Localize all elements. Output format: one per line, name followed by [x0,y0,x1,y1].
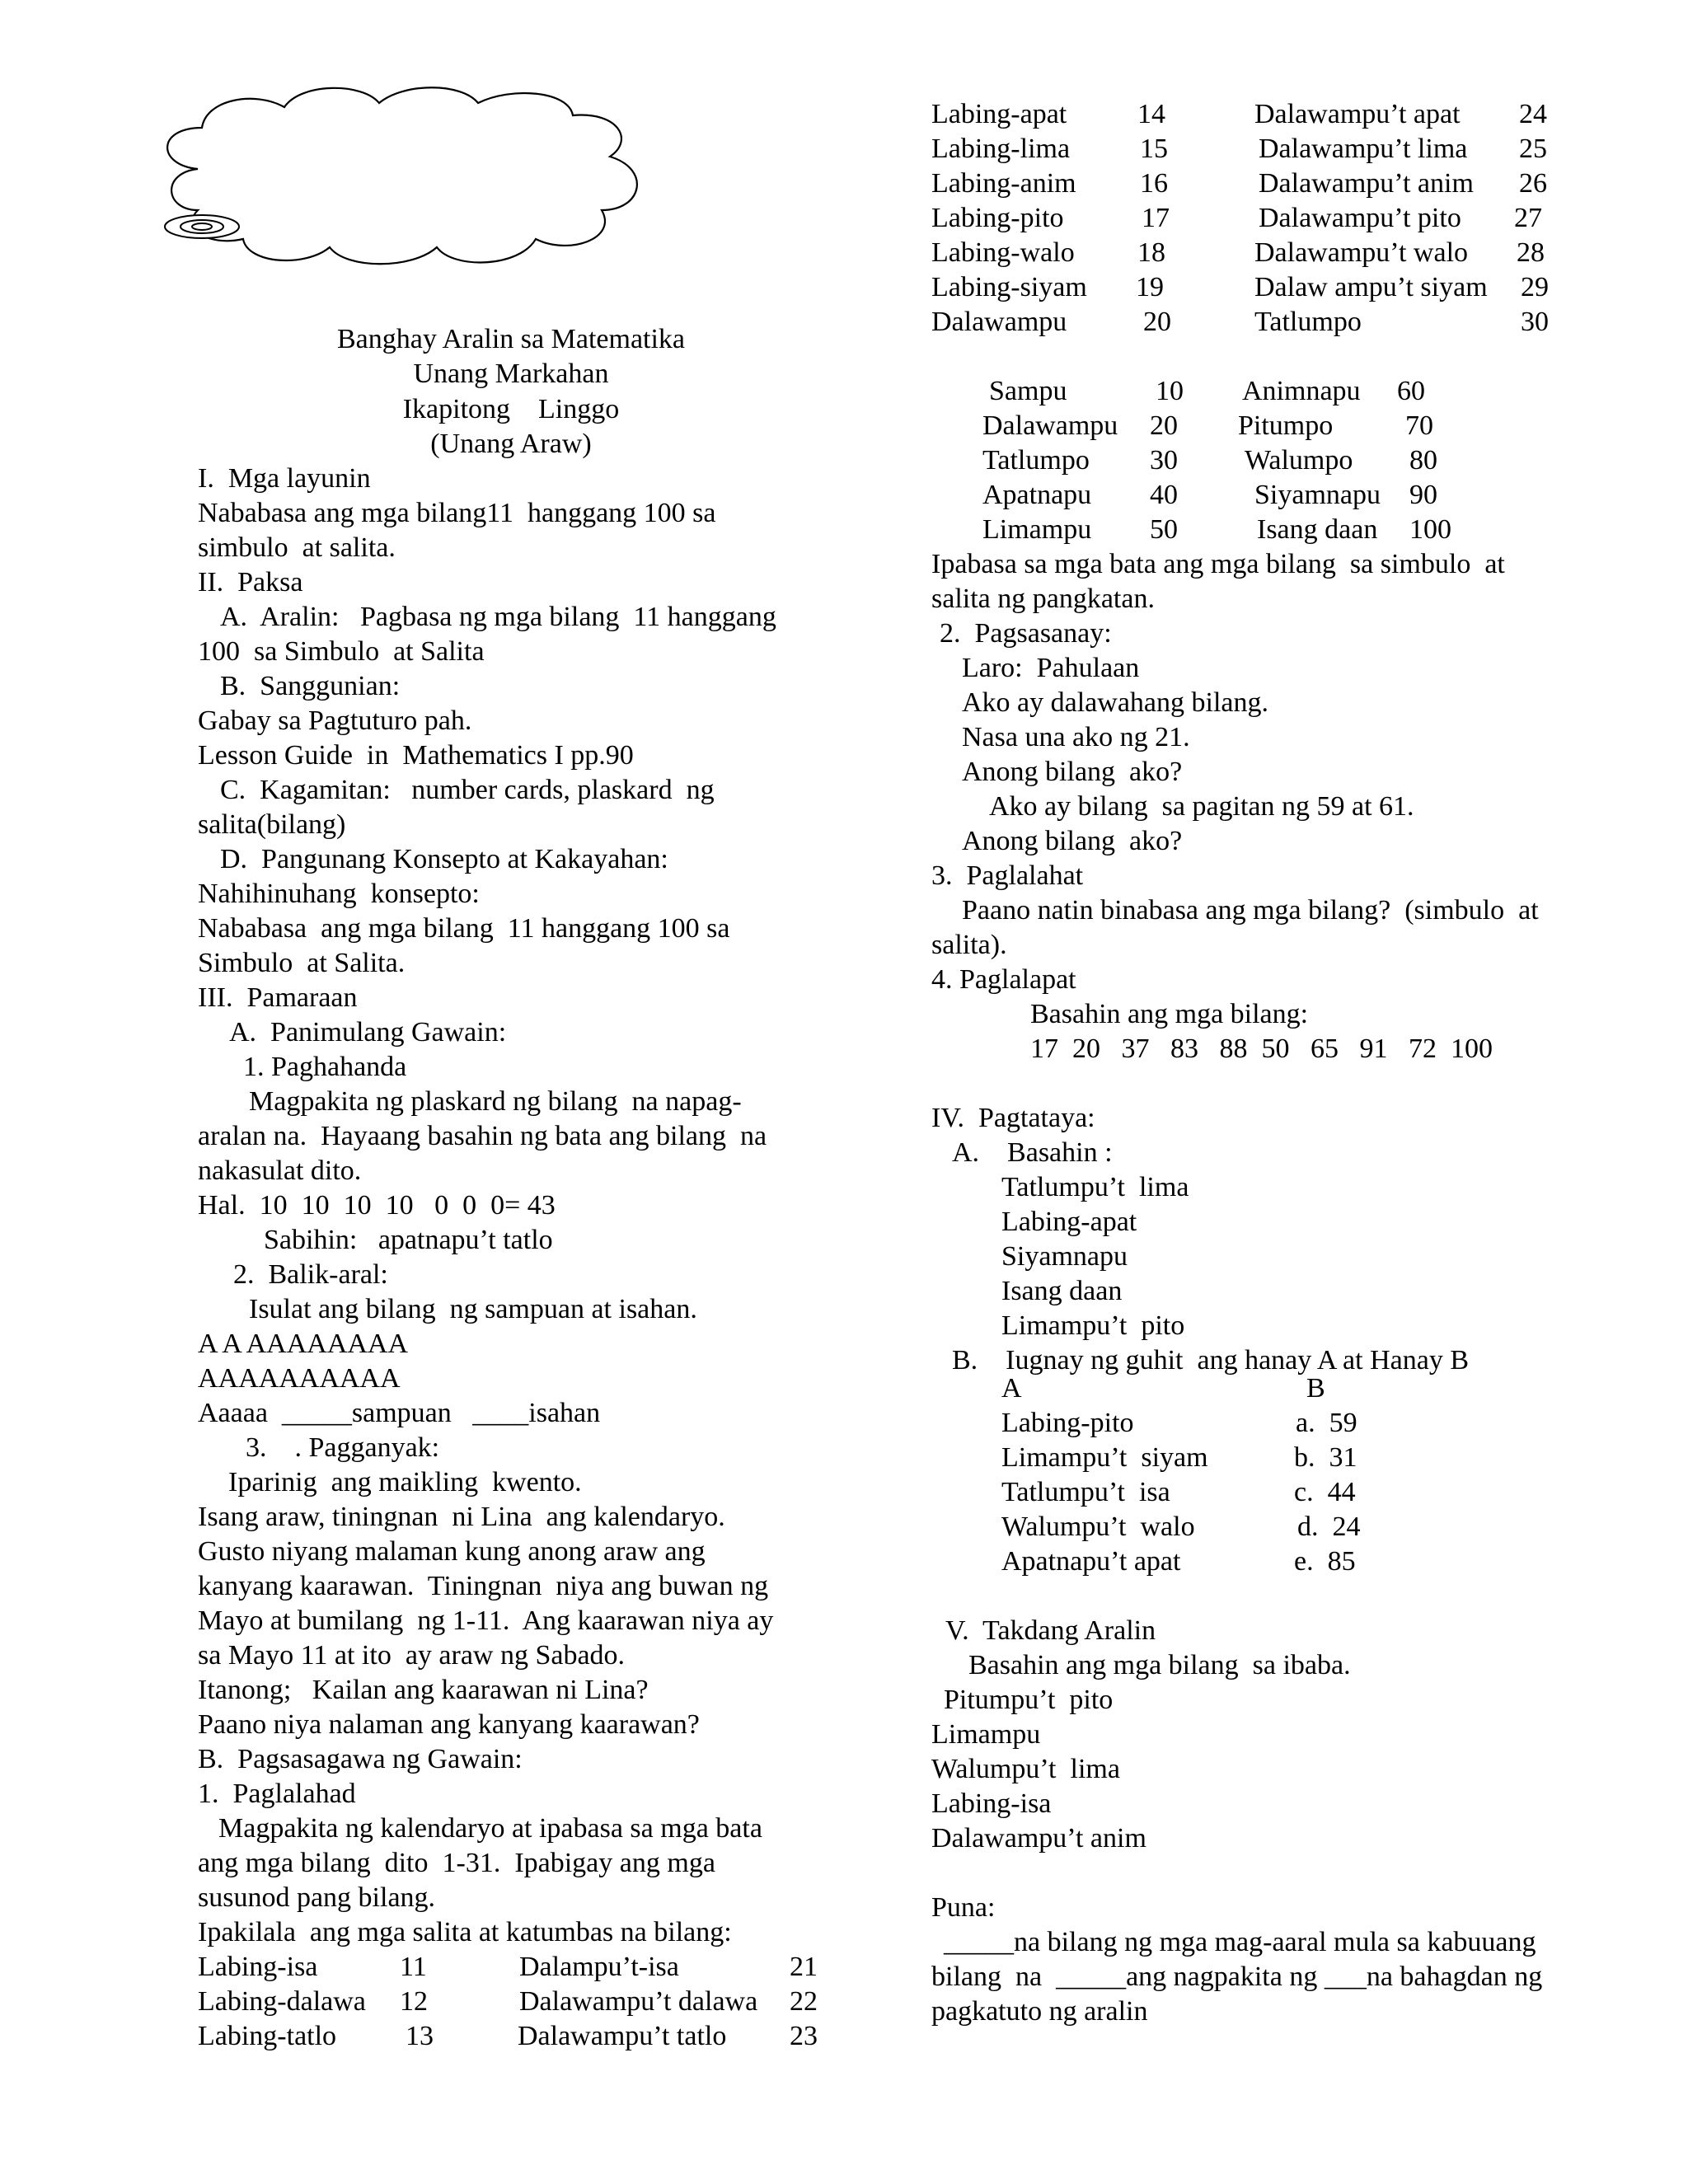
text-line: Hal. 10 10 10 10 0 0 0= 43 [198,1190,556,1221]
text-line: Paano natin binabasa ang mga bilang? (simbulo at [962,895,1539,926]
section-evaluation: IV. Pagtataya: [931,1103,1095,1133]
table-cell-number: 19 [1136,272,1164,302]
table-cell-number: 22 [790,1986,818,2017]
table-cell-number: 50 [1150,514,1178,545]
text-line: Magpakita ng plaskard ng bilang na napag- [249,1086,742,1117]
table-cell-number: 10 [1156,376,1184,406]
text-line: Sabihin: apatnapu’t tatlo [264,1225,553,1255]
table-cell-word: Labing-anim [931,168,1076,199]
text-line: 2. Balik-aral: [233,1259,388,1290]
column-header-a: A [1001,1373,1022,1404]
text-line: Iparinig ang maikling kwento. [228,1467,582,1497]
table-cell-word: Dalawampu [982,410,1118,441]
text-line: nakasulat dito. [198,1155,362,1186]
page-title: Banghay Aralin sa Matematika [336,324,686,354]
text-line: Ipabasa sa mga bata ang mga bilang sa simbulo at [931,549,1505,579]
text-line: Isang daan [1001,1276,1123,1306]
table-cell-word: Dalampu’t-isa [519,1952,679,1982]
text-line: 3. Paglalahat [931,860,1084,891]
day-label: (Unang Araw) [430,429,592,459]
text-line: kanyang kaarawan. Tiningnan niya ang buwan ng [198,1571,769,1601]
text-line: Dalawampu’t anim [931,1823,1146,1854]
table-cell-number: 25 [1519,134,1547,164]
match-item-a: Tatlumpu’t isa [1001,1477,1170,1507]
table-cell-word: Dalaw ampu’t siyam [1254,272,1488,302]
table-cell-number: 100 [1409,514,1451,545]
match-item-b: a. 59 [1296,1408,1357,1438]
text-line: sa Mayo 11 at ito ay araw ng Sabado. [198,1640,626,1671]
text-line: Limampu [931,1719,1041,1750]
text-line: Aaaaa _____sampuan ____isahan [198,1398,601,1428]
table-cell-number: 70 [1405,410,1433,441]
table-cell-word: Dalawampu’t pito [1259,203,1461,233]
text-line: AAAAAAAAAA [198,1363,401,1394]
text-line: Itanong; Kailan ang kaarawan ni Lina? [198,1675,649,1705]
table-cell-word: Siyamnapu [1254,480,1381,510]
text-line: Anong bilang ako? [962,826,1183,856]
table-cell-word: Pitumpo [1238,410,1334,441]
text-line: Ako ay bilang sa pagitan ng 59 at 61. [989,791,1414,822]
text-line: Paano niya nalaman ang kanyang kaarawan? [198,1709,700,1740]
table-cell-number: 40 [1150,480,1178,510]
table-cell-number: 28 [1517,237,1545,268]
text-line: Isang araw, tiningnan ni Lina ang kalendaryo. [198,1502,725,1532]
table-cell-number: 30 [1521,307,1549,337]
text-line: A A AAAAAAAA [198,1329,409,1359]
table-cell-number: 15 [1140,134,1168,164]
text-line: Lesson Guide in Mathematics I pp.90 [198,740,634,771]
text-line: _____na bilang ng mga mag-aaral mula sa kabuuang [944,1927,1536,1957]
text-line: A. Basahin : [952,1137,1113,1168]
table-cell-number: 24 [1519,99,1547,129]
table-cell-word: Labing-lima [931,134,1071,164]
table-cell-word: Isang daan [1257,514,1378,545]
table-cell-number: 90 [1409,480,1437,510]
table-cell-word: Dalawampu’t lima [1259,134,1468,164]
text-line: bilang na _____ang nagpakita ng ___na bahagdan ng [931,1961,1543,1992]
table-cell-word: Dalawampu [931,307,1067,337]
cloud-shape [124,78,701,276]
table-cell-word: Labing-apat [931,99,1067,129]
text-line: salita). [931,930,1007,960]
table-cell-number: 26 [1519,168,1547,199]
text-line: Walumpu’t lima [931,1754,1120,1784]
table-cell-number: 18 [1137,237,1165,268]
text-line: Isulat ang bilang ng sampuan at isahan. [249,1294,697,1324]
text-line: B. Pagsasagawa ng Gawain: [198,1744,523,1774]
text-line: 1. Paghahanda [243,1052,407,1082]
table-cell-word: Tatlumpo [982,445,1090,476]
table-cell-word: Sampu [989,376,1067,406]
section-assignment: V. Takdang Aralin [945,1615,1156,1646]
match-item-b: d. 24 [1297,1511,1361,1542]
section-objectives: I. Mga layunin [198,463,371,494]
table-cell-word: Labing-isa [198,1952,318,1982]
column-header-b: B [1306,1373,1325,1404]
table-cell-word: Dalawampu’t tatlo [518,2021,727,2051]
section-remarks: Puna: [931,1892,996,1923]
text-line: Nasa una ako ng 21. [962,722,1190,752]
match-item-b: c. 44 [1294,1477,1356,1507]
text-line: Pitumpu’t pito [944,1685,1114,1715]
match-item-b: b. 31 [1294,1442,1357,1473]
text-line: 4. Paglalapat [931,964,1076,995]
text-line: Basahin ang mga bilang sa ibaba. [968,1650,1351,1680]
table-cell-number: 30 [1150,445,1178,476]
text-line: Ipakilala ang mga salita at katumbas na bilang: [198,1917,732,1947]
text-line: A. Panimulang Gawain: [229,1017,507,1047]
text-line: Laro: Pahulaan [962,653,1140,683]
table-cell-number: 21 [790,1952,818,1982]
table-cell-word: Apatnapu [982,480,1092,510]
table-cell-word: Dalawampu’t dalawa [519,1986,758,2017]
table-cell-number: 60 [1397,376,1425,406]
table-cell-word: Labing-dalawa [198,1986,366,2017]
table-cell-number: 20 [1150,410,1178,441]
text-line: Nababasa ang mga bilang11 hanggang 100 sa [198,498,716,528]
text-line: B. Iugnay ng guhit ang hanay A at Hanay B [952,1345,1470,1376]
text-line: Limampu’t pito [1001,1310,1185,1341]
table-cell-word: Labing-pito [931,203,1064,233]
table-cell-word: Dalawampu’t walo [1254,237,1469,268]
table-cell-number: 11 [400,1952,427,1982]
table-cell-number: 20 [1143,307,1171,337]
text-line: simbulo at salita. [198,532,396,563]
match-item-a: Apatnapu’t apat [1001,1546,1181,1577]
text-line: aralan na. Hayaang basahin ng bata ang bilang na [198,1121,767,1151]
text-line: 100 sa Simbulo at Salita [198,636,485,667]
table-cell-word: Dalawampu’t anim [1259,168,1474,199]
table-cell-number: 80 [1409,445,1437,476]
table-cell-number: 13 [406,2021,434,2051]
text-line: 1. Paglalahad [198,1779,356,1809]
text-line: Labing-isa [931,1788,1052,1819]
section-procedure: III. Pamaraan [198,982,358,1013]
table-cell-number: 12 [400,1986,428,2017]
text-line: Siyamnapu [1001,1241,1128,1272]
table-cell-number: 27 [1514,203,1542,233]
text-line: Basahin ang mga bilang: [1030,999,1309,1029]
text-line: C. Kagamitan: number cards, plaskard ng [220,775,715,805]
section-topic: II. Paksa [198,567,303,598]
text-line: B. Sanggunian: [220,671,401,701]
table-cell-number: 16 [1140,168,1168,199]
table-cell-word: Labing-walo [931,237,1075,268]
text-line: Nahihinuhang konsepto: [198,879,480,909]
table-cell-number: 29 [1521,272,1549,302]
text-line: Simbulo at Salita. [198,948,406,978]
text-line: ang mga bilang dito 1-31. Ipabigay ang mga [198,1848,715,1878]
table-cell-word: Tatlumpo [1254,307,1362,337]
table-cell-word: Walumpo [1245,445,1353,476]
text-line: salita(bilang) [198,809,346,840]
text-line: Nababasa ang mga bilang 11 hanggang 100 sa [198,913,730,944]
table-cell-word: Labing-tatlo [198,2021,337,2051]
table-cell-word: Dalawampu’t apat [1254,99,1461,129]
match-item-a: Limampu’t siyam [1001,1442,1208,1473]
text-line: A. Aralin: Pagbasa ng mga bilang 11 hanggang [220,602,776,632]
text-line: Mayo at bumilang ng 1-11. Ang kaarawan niya ay [198,1605,774,1636]
table-cell-number: 14 [1137,99,1165,129]
table-cell-number: 23 [790,2021,818,2051]
text-line: 2. Pagsasanay: [940,618,1112,649]
text-line: Anong bilang ako? [962,757,1183,787]
text-line: Ako ay dalawahang bilang. [962,687,1268,718]
table-cell-word: Animnapu [1242,376,1361,406]
text-line: 17 20 37 83 88 50 65 91 72 100 [1030,1033,1493,1064]
quarter-label: Unang Markahan [413,359,609,389]
match-item-b: e. 85 [1294,1546,1356,1577]
text-line: Gabay sa Pagtuturo pah. [198,705,472,736]
text-line: susunod pang bilang. [198,1882,436,1913]
text-line: Tatlumpu’t lima [1001,1172,1189,1202]
scroll-curl-icon [165,215,239,238]
table-cell-word: Labing-siyam [931,272,1087,302]
text-line: 3. . Pagganyak: [246,1432,440,1463]
week-label: Ikapitong Linggo [402,394,620,424]
text-line: Gusto niyang malaman kung anong araw ang [198,1536,706,1567]
table-cell-word: Limampu [982,514,1092,545]
text-line: D. Pangunang Konsepto at Kakayahan: [220,844,668,874]
table-cell-number: 17 [1142,203,1170,233]
text-line: Labing-apat [1001,1207,1137,1237]
text-line: pagkatuto ng aralin [931,1996,1148,2027]
text-line: salita ng pangkatan. [931,583,1155,614]
text-line: Magpakita ng kalendaryo at ipabasa sa mga bata [218,1813,762,1844]
match-item-a: Labing-pito [1001,1408,1134,1438]
match-item-a: Walumpu’t walo [1001,1511,1195,1542]
